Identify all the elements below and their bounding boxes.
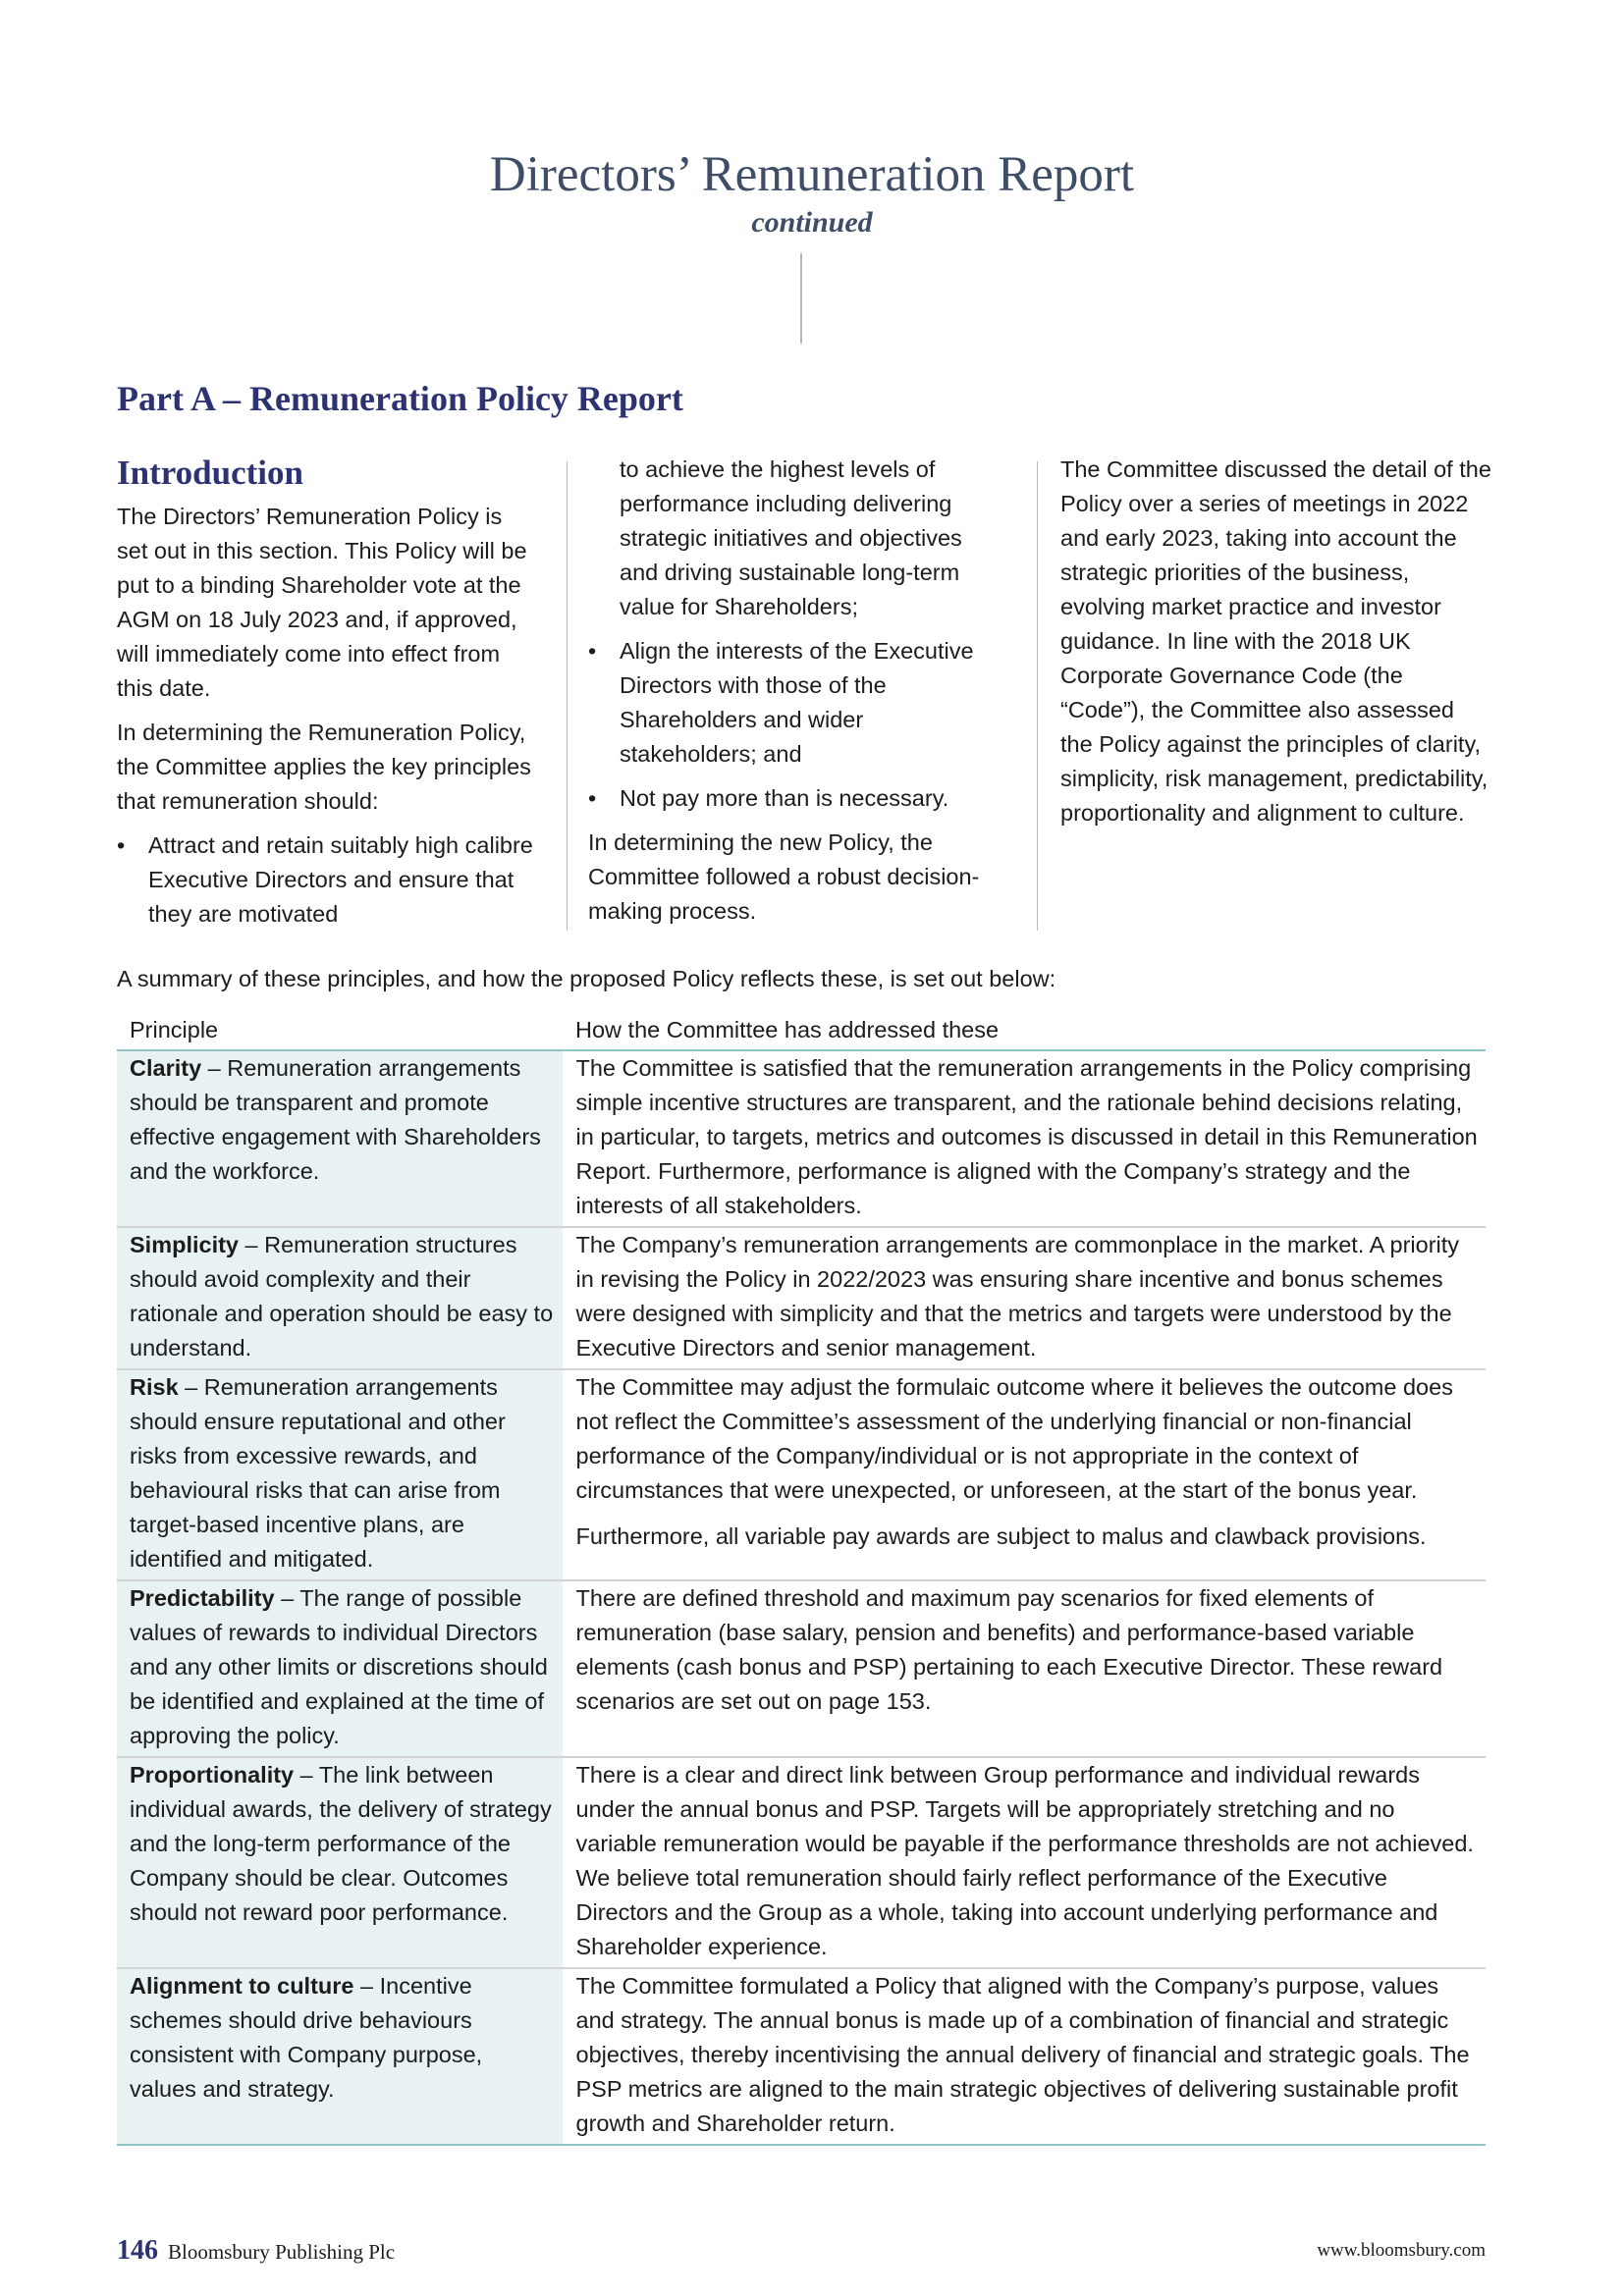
footer-left <box>117 2235 395 2267</box>
principle-name: Alignment to culture <box>130 1973 354 1999</box>
bullet-1-part-a: Attract and retain suitably high calibre Executive Directors and ensure that they are motivated <box>148 832 533 927</box>
table-row <box>117 1968 1486 2145</box>
principle-description: – Remuneration arrangements should be transparent and promote effective engagement with Shareholders and the workforce. <box>130 1055 541 1184</box>
intro-paragraph-3: In determining the new Policy, the Committee followed a robust decision-making process. <box>588 829 980 924</box>
how-addressed-paragraph: There is a clear and direct link between Group performance and individual rewards under the annual bonus and PSP. Targets will be appropriately stretching and no variable remuneration would be payable if the performance thresholds are not achieved. We believe total remuneration should fairly reflect performance of the Executive Directors and the Group as a whole, taking into account underlying performance and Shareholder experience. <box>575 1762 1474 1959</box>
report-title: Directors’ Remuneration Report <box>489 147 1135 202</box>
how-addressed-paragraph: Furthermore, all variable pay awards are subject to malus and clawback provisions. <box>575 1523 1427 1549</box>
how-addressed-cell <box>563 1227 1486 1369</box>
principle-name: Simplicity <box>130 1232 240 1257</box>
principle-cell <box>117 1757 563 1968</box>
intro-paragraph-1: The Directors’ Remuneration Policy is set out in this section. This Policy will be put to a binding Shareholder vote at the AGM on 18 July 2023 and, if approved, will immediately come into effect from this date. <box>117 504 527 701</box>
principle-name: Risk <box>130 1374 179 1400</box>
how-addressed-cell <box>563 1050 1486 1227</box>
company-name: Bloomsbury Publishing Plc <box>168 2240 396 2264</box>
how-addressed-paragraph: The Committee formulated a Policy that aligned with the Company’s purpose, values and strategy. The annual bonus is made up of a combination of financial and strategic objectives, thereby incentivising the annual delivery of financial and strategic goals. The PSP metrics are aligned to the main strategic objectives of delivering sustainable profit growth and Shareholder return. <box>575 1973 1470 2136</box>
table-header-row <box>117 1013 1486 1050</box>
intro-paragraph-2: In determining the Remuneration Policy, the Committee applies the key principles that remuneration should: <box>117 720 531 814</box>
column-divider-1 <box>567 461 568 931</box>
part-title: Part A – Remuneration Policy Report <box>117 379 683 418</box>
principle-description: – Remuneration structures should avoid complexity and their rationale and operation should be easy to understand. <box>130 1232 554 1361</box>
principle-name: Clarity <box>130 1055 202 1081</box>
table-row <box>117 1369 1486 1580</box>
principle-bullet-2: • Align the interests of the Executive Directors with those of the Shareholders and wider stakeholders; and <box>588 634 991 772</box>
table-row <box>117 1757 1486 1968</box>
principles-list <box>117 828 539 932</box>
principle-cell <box>117 1369 563 1580</box>
how-addressed-cell <box>563 1369 1486 1580</box>
table-row <box>117 1050 1486 1227</box>
how-addressed-paragraph: The Committee may adjust the formulaic outcome where it believes the outcome does not reflect the Committee’s assessment of the underlying financial or non-financial performance of the Company/individual or is not appropriate in the context of circumstances that were unexpected, or unforeseen, at the start of the bonus year. <box>575 1374 1453 1503</box>
principle-cell <box>117 1227 563 1369</box>
principle-description: – The link between individual awards, the delivery of strategy and the long-term performance of the Company should be clear. Outcomes should not reward poor performance. <box>130 1762 552 1925</box>
principle-cell <box>117 1968 563 2145</box>
how-addressed-paragraph: The Committee is satisfied that the remuneration arrangements in the Policy comprising simple incentive structures are transparent, and the rationale behind decisions relating, in particular, to targets, metrics and outcomes is discussed in detail in this Remuneration Report. Furthermore, performance is aligned with the Company’s strategy and the interests of all stakeholders. <box>575 1055 1478 1218</box>
principles-list-continued <box>588 634 991 816</box>
intro-column-3 <box>1060 453 1492 840</box>
table-row <box>117 1227 1486 1369</box>
header-divider <box>800 253 802 344</box>
principle-bullet-3: • Not pay more than is necessary. <box>588 781 991 816</box>
principle-cell <box>117 1050 563 1227</box>
principle-description: – Incentive schemes should drive behaviours consistent with Company purpose, values and strategy. <box>130 1973 483 2102</box>
table-body <box>117 1050 1486 2145</box>
intro-heading: Introduction <box>117 454 303 492</box>
how-addressed-cell <box>563 1580 1486 1757</box>
principle-bullet-1 <box>117 828 539 932</box>
page-number: 146 <box>117 2235 158 2266</box>
column-header-how: How the Committee has addressed these <box>563 1013 1486 1050</box>
principle-description: – Remuneration arrangements should ensure reputational and other risks from excessive rewards, and behavioural risks that can arise from target-based incentive plans, are identified and mitigated. <box>130 1374 506 1572</box>
website-link[interactable]: www.bloomsbury.com <box>1317 2240 1486 2261</box>
bullet-1-continuation: to achieve the highest levels of performance including delivering strategic initiatives and objectives and driving sustainable long-term value for Shareholders; <box>620 456 962 619</box>
principle-description: – The range of possible values of rewards to individual Directors and any other limits or discretions should be identified and explained at the time of approving the policy. <box>130 1585 548 1748</box>
intro-paragraph-4: The Committee discussed the detail of the Policy over a series of meetings in 2022 and early 2023, taking into account the strategic priorities of the business, evolving market practice and investor guidance. In line with the 2018 UK Corporate Governance Code (the “Code”), the Committee also assessed the Policy against the principles of clarity, simplicity, risk management, predictability, proportionality and alignment to culture. <box>1060 456 1491 826</box>
table-row <box>117 1580 1486 1757</box>
how-addressed-cell <box>563 1968 1486 2145</box>
intro-column-1 <box>117 453 539 941</box>
principles-table <box>117 1013 1486 2146</box>
how-addressed-paragraph: There are defined threshold and maximum pay scenarios for fixed elements of remuneration (base salary, pension and benefits) and performance-based variable elements (cash bonus and PSP) pertaining to each Executive Director. These reward scenarios are set out on page 153. <box>575 1585 1443 1714</box>
page-header <box>0 145 1624 240</box>
principle-name: Predictability <box>130 1585 275 1611</box>
summary-text: A summary of these principles, and how the proposed Policy reflects these, is set out below: <box>117 966 1056 991</box>
principle-cell <box>117 1580 563 1757</box>
report-subtitle: continued <box>751 206 873 239</box>
how-addressed-paragraph: The Company’s remuneration arrangements are commonplace in the market. A priority in revising the Policy in 2022/2023 was ensuring share incentive and bonus schemes were designed with simplicity and that the metrics and targets were understood by the Executive Directors and senior management. <box>575 1232 1460 1361</box>
principle-name: Proportionality <box>130 1762 295 1788</box>
column-divider-2 <box>1037 461 1038 931</box>
how-addressed-cell <box>563 1757 1486 1968</box>
column-header-principle: Principle <box>117 1013 563 1050</box>
intro-column-2 <box>588 453 991 938</box>
